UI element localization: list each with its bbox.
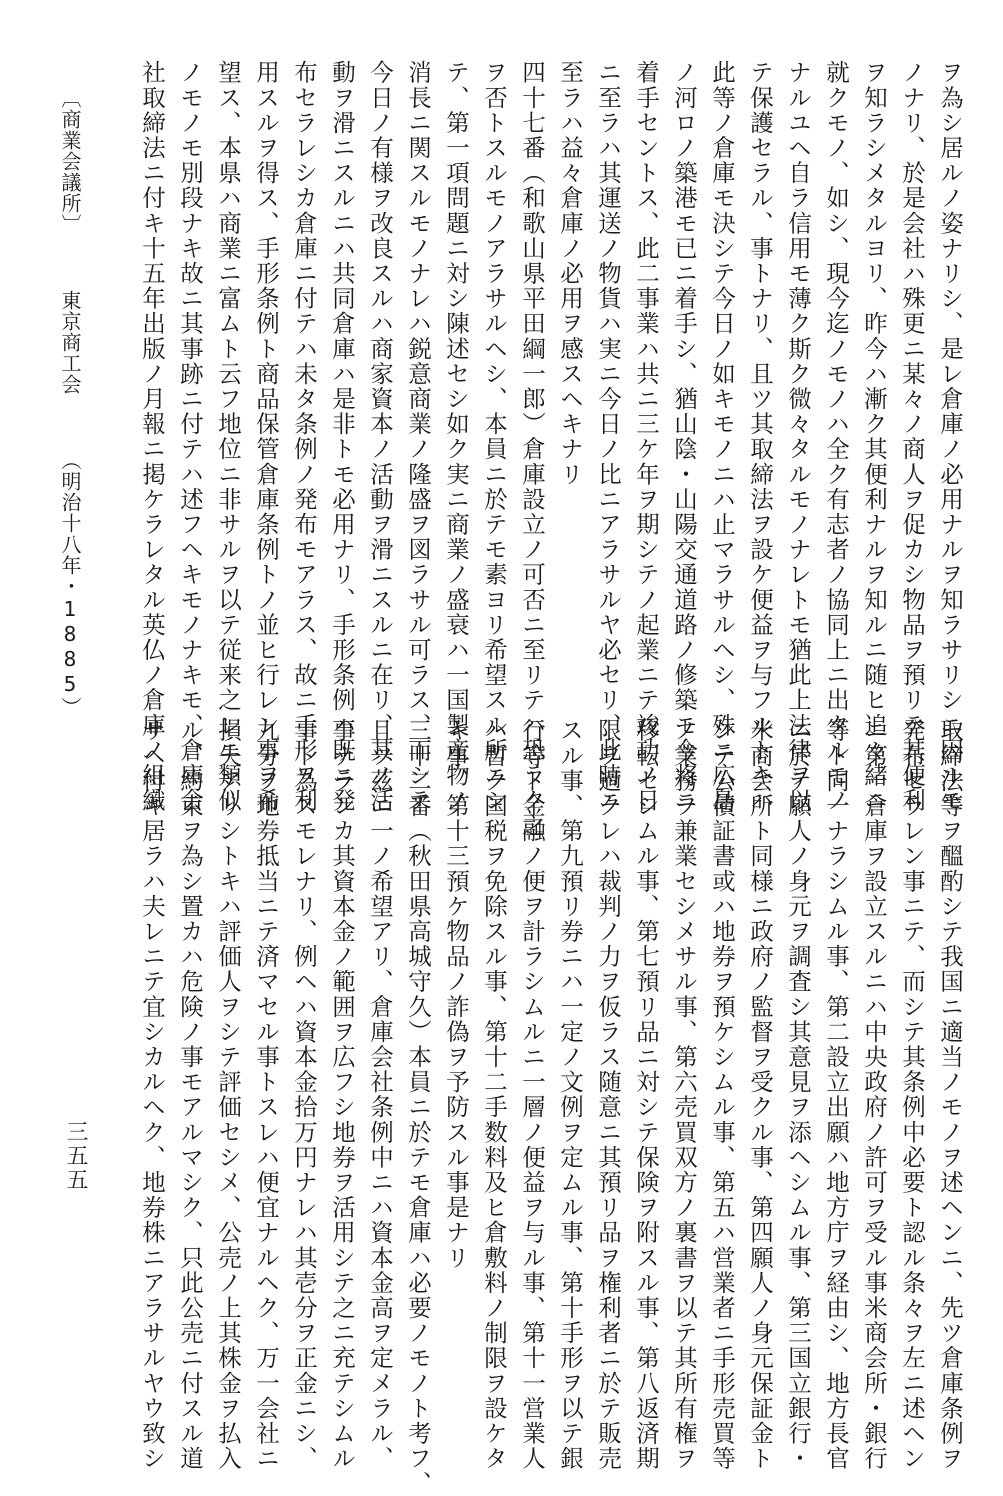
text-column: ハ暫ク国税ヲ免除スル事、第十二手数料及ヒ倉敷料ノ制限ヲ設ケタ bbox=[480, 718, 508, 1471]
text-column: ル、約束ヲ為シ置カハ危険ノ事モアルマシク、只此公売ニ付スル道 bbox=[176, 718, 204, 1471]
text-column: 四十七番（和歌山県平田綱一郎）倉庫設立ノ可否ニ至リテハ恐ラク之 bbox=[518, 60, 546, 839]
text-column: スル事、第九預リ券ニハ一定ノ文例ヲ定ムル事、第十手形ヲ以テ銀 bbox=[556, 718, 584, 1471]
text-column: ニ於テ願人ノ身元ヲ調査シ其意見ヲ添ヘシムル事、第三国立銀行・ bbox=[784, 718, 812, 1471]
text-column: 布セラレシカ倉庫ニ付テハ未タ条例ノ発布モアラス、故ニ手形ヲ利 bbox=[290, 60, 318, 813]
text-column: 至ラハ益々倉庫ノ必用ヲ感スヘキナリ bbox=[556, 60, 584, 487]
upper-text-block bbox=[125, 60, 964, 839]
text-column: 損失アリシトキハ評価人ヲシテ評価セシメ、公売ノ上其株金ヲ払入 bbox=[214, 718, 242, 1471]
text-column: テ、第一項問題ニ対シ陳述セシ如ク実ニ商業ノ盛衰ハ一国製産物ノ bbox=[442, 60, 470, 813]
text-column: 就クモノ、如シ、現今迄ノモノハ全ク有志者ノ協同上ニ出タルモノ bbox=[822, 60, 850, 813]
text-column: 取締法等ヲ醞酌シテ我国ニ適当ノモノヲ述ヘンニ、先ツ倉庫条例ヲ bbox=[936, 718, 964, 1471]
text-column: ニ至ラハ其運送ノ物貨ハ実ニ今日ノ比ニアラサルヤ必セリ、此時ニ bbox=[594, 60, 622, 813]
text-column: 事ナランカ其資本金ノ範囲ヲ広フシ地券ヲ活用シテ之ニ充テシムル bbox=[328, 718, 356, 1471]
text-column: ナルユヘ自ラ信用モ薄ク斯ク微々タルモノナレトモ猶此上法律ヲ以 bbox=[784, 60, 812, 813]
text-column: ニ第一倉庫ヲ設立スルニハ中央政府ノ許可ヲ受ル事米商会所・銀行 bbox=[860, 718, 888, 1471]
text-column: テ保護セラル、事トナリ、且ツ其取締法ヲ設ケ便益ヲ与フルトキハ bbox=[746, 60, 774, 813]
text-column: 九分ヲ地券抵当ニテ済マセル事トスレハ便宜ナルヘク、万一会社ニ bbox=[252, 718, 280, 1471]
page-number: 三五五 bbox=[63, 1120, 88, 1192]
text-column: 動ヲ滑ニスルニハ共同倉庫ハ是非トモ必用ナリ、手形条例ハ既ニ発 bbox=[328, 60, 356, 813]
text-column: 行等ト金融ノ便ヲ計ラシムルニ一層ノ便益ヲ与ル事、第十一営業人 bbox=[518, 718, 546, 1471]
text-column: 社取締法ニ付キ十五年出版ノ月報ニ掲ケラレタル英仏ノ倉庫ノ組織 bbox=[138, 60, 166, 813]
text-column: ノ業務ヲ兼業セシメサル事、第六売買双方ノ裏書ヲ以テ其所有権ヲ bbox=[670, 718, 698, 1471]
text-column: ヲ為シ居ルノ姿ナリシ、是レ倉庫ノ必用ナルヲ知ラサリシニ因ルモ bbox=[936, 60, 964, 813]
text-column: 消長ニ関スルモノナレハ鋭意商業ノ隆盛ヲ図ラサル可ラス、而シテ bbox=[404, 60, 432, 813]
text-column: 此等ノ倉庫モ決シテ今日ノ如キモノニハ止マラサルヘシ、殊ニ広島 bbox=[708, 60, 736, 813]
text-column: 三十二番（秋田県高城守久）本員ニ於テモ倉庫ハ必要ノモノト考フ、 bbox=[404, 718, 432, 1496]
text-column: キ事、第十三預ケ物品ノ詐偽ヲ予防スル事是ナリ bbox=[442, 718, 470, 1271]
source-label: 〔商業会議所〕 bbox=[58, 88, 82, 235]
text-column: ノ河ロノ築港モ已ニ着手シ、猶山陰・山陽交通道路ノ修築モ今将ニ bbox=[670, 60, 698, 813]
text-column: ヲ否トスルモノアラサルヘシ、本員ニ於テモ素ヨリ希望スル所ニシ bbox=[480, 60, 508, 813]
text-column: 事ト為スモレナリ、例ヘハ資本金拾万円ナレハ其壱分ヲ正金ニシ、 bbox=[290, 718, 318, 1471]
text-column: 望ス、本県ハ商業ニ富ムト云フ地位ニ非サルヲ以テ従来之レニ類似 bbox=[214, 60, 242, 813]
text-column: 今日ノ有様ヲ改良スルハ商家資本ノ活動ヲ滑ニスルニ在リ、其ノ活 bbox=[366, 60, 394, 813]
text-column: 且ツ茲ニ一ノ希望アリ、倉庫会社条例中ニハ資本金高ヲ定メラル、 bbox=[366, 718, 394, 1471]
text-column: 発布セラレン事ニテ、而シテ其条例中必要ト認ル条々ヲ左ニ述ヘン bbox=[898, 718, 926, 1471]
text-column: サヘ付キ居ラハ夫レニテ宜シカルヘク、地券株ニアラサルヤウ致シ bbox=[138, 718, 166, 1471]
text-column: 等ト同一ナラシムル事、第二設立出願ハ地方庁ヲ経由シ、地方長官 bbox=[822, 718, 850, 1471]
text-column: ノモノモ別段ナキ故ニ其事跡ニ付テハ述フヘキモノナキモ、倉庫会 bbox=[176, 60, 204, 813]
lower-text-block bbox=[125, 718, 964, 1496]
text-column: 米商会所ト同様ニ政府ノ監督ヲ受クル事、第四願人ノ身元保証金ト bbox=[746, 718, 774, 1471]
source-footer bbox=[60, 88, 80, 748]
date-label: （明治十八年・1885） bbox=[58, 450, 82, 718]
text-column: ヲ知ラシメタルヨリ、昨今ハ漸ク其便利ナルヲ知ルニ随ヒ追々緒ニ bbox=[860, 60, 888, 813]
text-column: ノナリ、於是会社ハ殊更ニ某々ノ商人ヲ促カシ物品ヲ預リテ其便利 bbox=[898, 60, 926, 813]
text-column: 移転セシムル事、第七預リ品ニ対シテ保険ヲ附スル事、第八返済期 bbox=[632, 718, 660, 1471]
text-column: 限ヲ過クレハ裁判ノ力ヲ仮ラス随意ニ其預リ品ヲ権利者ニ於テ販売 bbox=[594, 718, 622, 1471]
text-column: 着手セントス、此二事業ハ共ニ三ケ年ヲ期シテノ起業ニテ竣功ノ日 bbox=[632, 60, 660, 813]
text-column: シテ公債証書或ハ地券ヲ預ケシムル事、第五ハ営業者ニ手形売買等 bbox=[708, 718, 736, 1471]
publisher-label: 東京商工会 bbox=[58, 290, 82, 395]
text-column: 用スルヲ得ス、手形条例ト商品保管倉庫条例トノ並ヒ行レン事ヲ希 bbox=[252, 60, 280, 813]
